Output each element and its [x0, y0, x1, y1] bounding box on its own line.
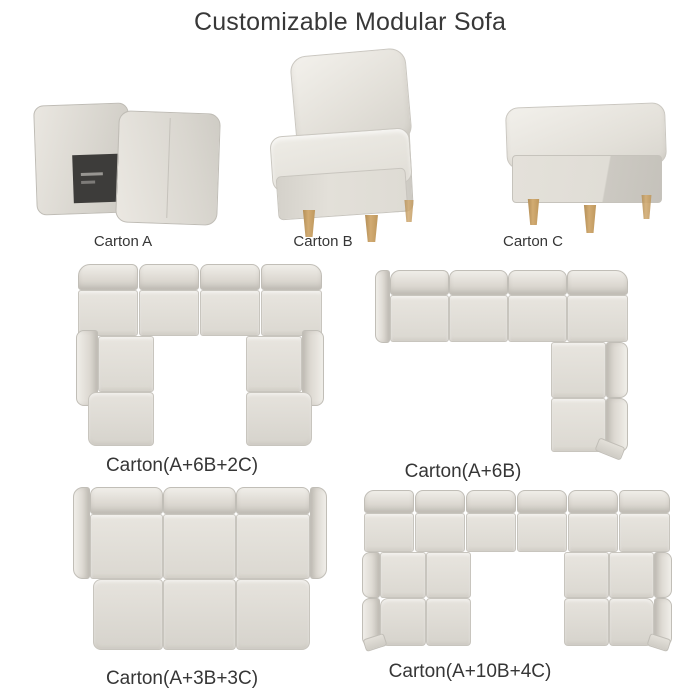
ottoman-top-view	[426, 598, 471, 646]
config-a3b3c-art	[73, 487, 327, 653]
backrest-top-view	[449, 270, 508, 295]
config-a10b4c-art	[362, 490, 672, 648]
ottoman-top-view	[236, 579, 310, 650]
config-a3b3c-label: Carton(A+3B+3C)	[105, 668, 259, 689]
backrest-top-view	[78, 264, 138, 290]
seat-top-view	[551, 342, 606, 398]
page-title: Customizable Modular Sofa	[193, 8, 507, 36]
arm-panel-top-view	[375, 270, 390, 343]
seat-top-view	[609, 552, 654, 598]
backrest-top-view	[236, 487, 310, 514]
seat-top-view	[236, 514, 310, 579]
seat-top-view	[619, 513, 670, 552]
backrest-top-view	[568, 490, 618, 513]
backrest-top-view	[364, 490, 414, 513]
seat-top-view	[449, 295, 508, 342]
backrest-top-view	[619, 490, 670, 513]
seat-top-view	[200, 290, 260, 336]
slot-label-mark	[81, 172, 103, 176]
wood-leg	[582, 205, 598, 233]
seat-top-view	[568, 513, 618, 552]
seat-top-view	[139, 290, 199, 336]
ottoman-top-view	[380, 598, 426, 646]
panel-right	[115, 110, 221, 225]
backrest-top-view	[415, 490, 465, 513]
config-a10b4c-label: Carton(A+10B+4C)	[388, 661, 552, 682]
seat-top-view	[567, 295, 628, 342]
seat-top-view	[508, 295, 567, 342]
backrest-top-view	[200, 264, 260, 290]
config-a6b-art	[375, 270, 628, 456]
seat-top-view	[364, 513, 414, 552]
backrest-top-view	[508, 270, 567, 295]
carton-a-art	[33, 88, 213, 228]
config-a6b2c-label: Carton(A+6B+2C)	[105, 455, 259, 476]
ottoman-base	[512, 155, 662, 203]
backrest-top-view	[466, 490, 516, 513]
seat-top-view	[90, 514, 163, 579]
arm-panel-top-view	[73, 487, 90, 579]
wood-leg	[526, 199, 541, 225]
ottoman-top-view	[609, 598, 654, 646]
ottoman-top-view	[93, 579, 163, 650]
backrest-top-view	[606, 342, 628, 398]
wood-leg	[363, 215, 380, 242]
seat-top-view	[466, 513, 516, 552]
backrest-top-view	[163, 487, 236, 514]
seat-base	[276, 168, 409, 221]
arm-panel-top-view	[310, 487, 327, 579]
panel-seam	[166, 118, 170, 218]
seat-top-view	[380, 552, 426, 598]
seat-top-view	[517, 513, 567, 552]
carton-a-label: Carton A	[93, 233, 153, 250]
backrest-top-view	[261, 264, 322, 290]
backrest-top-view	[567, 270, 628, 295]
seat-top-view	[564, 552, 609, 598]
config-a6b-label: Carton(A+6B)	[404, 461, 522, 482]
ottoman-top-view	[163, 579, 236, 650]
seat-top-view	[98, 336, 154, 392]
backrest-top-view	[139, 264, 199, 290]
ottoman-top-view	[564, 598, 609, 646]
backrest-top-view	[90, 487, 163, 514]
backrest-top-view	[390, 270, 449, 295]
config-a6b2c-art	[76, 264, 324, 448]
seat-top-view	[390, 295, 449, 342]
seat-top-view	[246, 336, 302, 392]
carton-b-label: Carton B	[293, 233, 353, 250]
backrest-top-view	[517, 490, 567, 513]
seat-top-view	[163, 514, 236, 579]
carton-b-art	[265, 52, 435, 234]
arm-backrest-top-view	[362, 552, 380, 598]
slot-label-mark	[81, 180, 95, 183]
carton-c-label: Carton C	[502, 233, 564, 250]
wood-leg	[640, 195, 653, 219]
arm-backrest-top-view	[654, 552, 672, 598]
seat-top-view	[415, 513, 465, 552]
seat-top-view	[426, 552, 471, 598]
ottoman-top-view	[88, 392, 154, 446]
ottoman-top-view	[246, 392, 312, 446]
carton-c-art	[500, 105, 680, 233]
